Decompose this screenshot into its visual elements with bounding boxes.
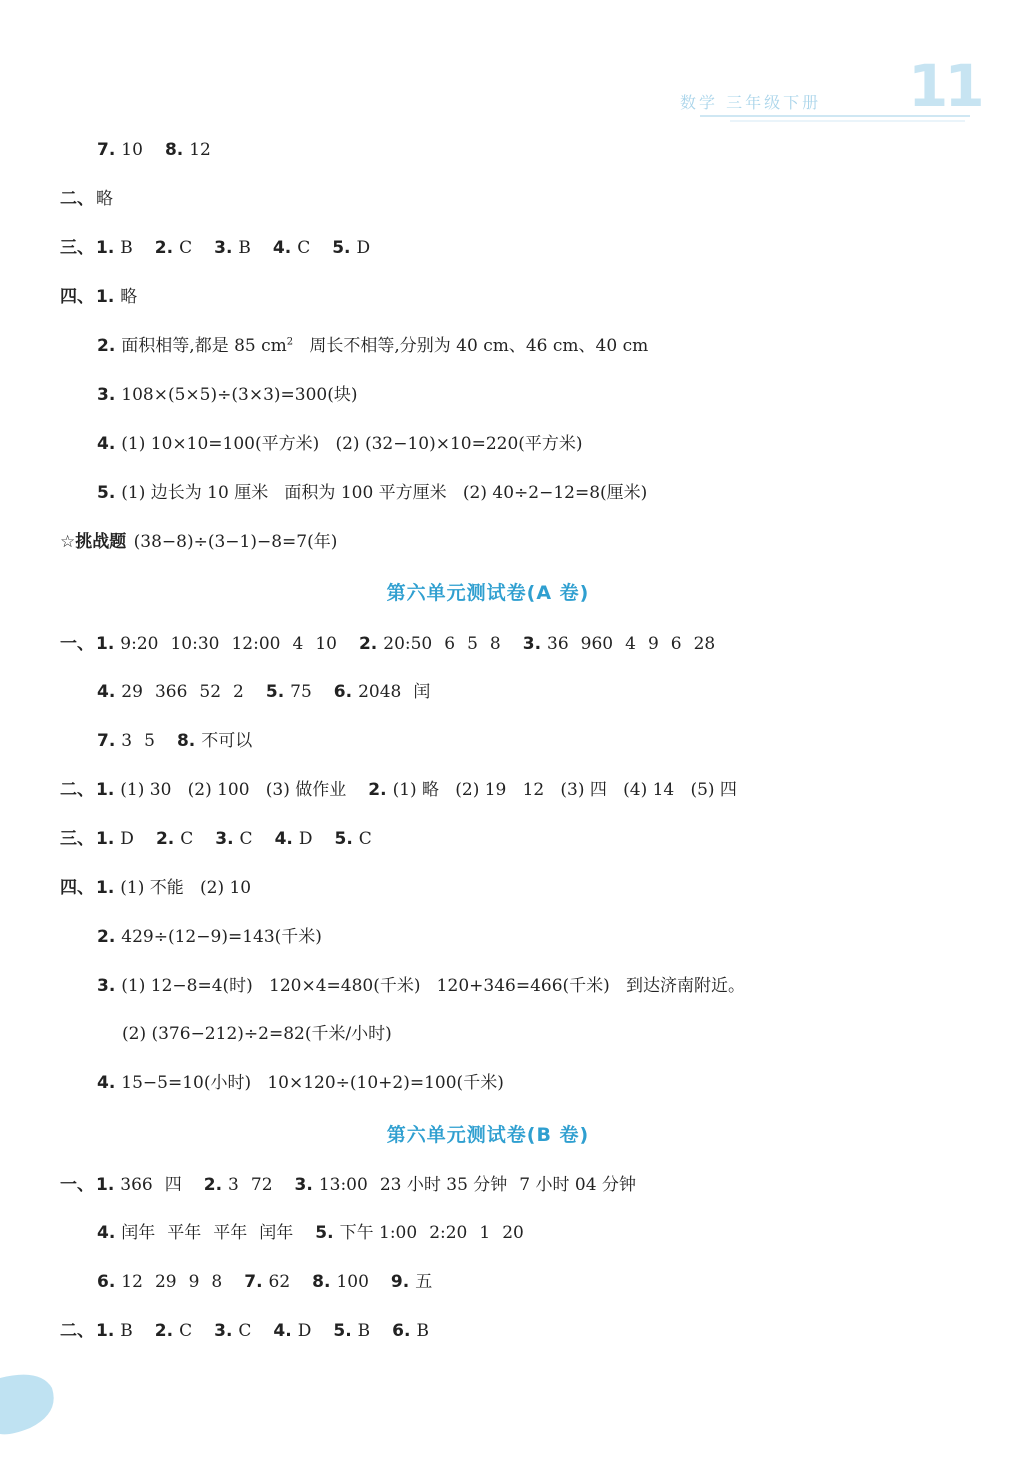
answer-item [155, 236, 192, 260]
section-label: 一、 [60, 1175, 94, 1195]
question-number: 8. [176, 731, 196, 751]
section-label: 二、 [60, 189, 94, 209]
question-number: 5. [265, 682, 285, 702]
answer-text: (1) 30 (2) 100 (3) 做作业 [120, 780, 347, 800]
answer-item [244, 1270, 290, 1294]
answer-item [332, 236, 370, 260]
question-number: 4. [97, 1223, 116, 1243]
answer-value: 闰 [413, 682, 431, 702]
answer-item [295, 1173, 636, 1197]
answer-value: 6 [670, 634, 682, 654]
answer-item [97, 925, 322, 949]
answer-item [96, 827, 134, 851]
question-number: 5. [334, 829, 353, 849]
answer-item [97, 1221, 293, 1245]
answer-line [60, 530, 337, 554]
answer-value: 3 [228, 1175, 239, 1195]
question-number: 6. [333, 682, 353, 702]
answer-text: 不可以 [201, 731, 253, 751]
answer-item [96, 632, 337, 656]
question-number: 1. [96, 1175, 115, 1195]
answer-item [96, 1173, 182, 1197]
answer-value: 8 [211, 1272, 223, 1292]
question-number: 5. [332, 238, 351, 258]
question-number: 2. [154, 1321, 174, 1341]
answer-text: (1) 12−8=4(时) 120×4=480(千米) 120+346=466(千米) 到达济南附近。 [121, 976, 745, 996]
answer-text: 62 [268, 1272, 291, 1292]
answer-text: C [358, 829, 372, 849]
question-number: 3. [214, 1321, 233, 1341]
answer-value: 29 [154, 1272, 177, 1292]
question-number: 5. [315, 1223, 334, 1243]
answer-value: 960 [580, 634, 614, 654]
answer-item [122, 1022, 392, 1046]
answer-item [97, 481, 647, 505]
answer-value: 20 [502, 1223, 524, 1243]
answer-value: 闰年 [259, 1223, 294, 1243]
answer-item [273, 1319, 311, 1343]
answer-item [266, 680, 312, 704]
section-heading: 第六单元测试卷(B 卷) [386, 1124, 590, 1146]
answer-value: 36 [547, 634, 569, 654]
answer-text: 108×(5×5)÷(3×3)=300(块) [121, 385, 358, 405]
answer-value: 平年 [213, 1223, 248, 1243]
answer-value: 20:50 [383, 634, 433, 654]
section-label: 一、 [60, 634, 94, 654]
answer-item [97, 1270, 222, 1294]
answer-item [97, 383, 357, 407]
question-number: 8. [312, 1272, 331, 1292]
answer-item [97, 138, 143, 162]
answer-item [273, 236, 310, 260]
answer-item [523, 632, 716, 656]
answer-text: C [179, 238, 193, 258]
answer-item [391, 1270, 432, 1294]
answer-text: D [298, 829, 313, 849]
question-number: 1. [96, 1321, 115, 1341]
answer-item [335, 827, 372, 851]
answer-item [97, 680, 244, 704]
answer-value: 3 [121, 731, 133, 751]
answer-value: 12:00 [231, 634, 281, 654]
answer-item [155, 1319, 192, 1343]
question-number: 3. [294, 1175, 313, 1195]
answer-item [275, 827, 313, 851]
answer-text: (1) 10×10=100(平方米) (2) (32−10)×10=220(平方米) [121, 434, 583, 454]
answer-line [97, 432, 583, 456]
answer-item [97, 334, 648, 358]
question-number: 3. [97, 385, 116, 405]
answer-text: B [416, 1321, 429, 1341]
answer-value: 5 [144, 731, 155, 751]
answer-line [97, 138, 211, 162]
answer-item [97, 729, 155, 753]
answer-item [156, 827, 193, 851]
answer-value: 4 [292, 634, 304, 654]
answer-text: 75 [290, 682, 312, 702]
answer-item [96, 1319, 133, 1343]
question-number: 2. [97, 336, 116, 356]
question-number: 4. [97, 682, 116, 702]
answer-item [214, 236, 251, 260]
answer-text: C [239, 829, 253, 849]
answer-line [97, 729, 252, 753]
answer-item [97, 432, 583, 456]
question-number: 1. [96, 634, 115, 654]
answer-text: (2) (376−212)÷2=82(千米/小时) [122, 1024, 392, 1044]
answer-item [312, 1270, 369, 1294]
answer-item [96, 285, 137, 309]
section-heading: 第六单元测试卷(A 卷) [386, 582, 590, 604]
page-corner-tab [0, 1368, 60, 1438]
answer-line [60, 285, 137, 309]
question-number: 4. [97, 1073, 116, 1093]
answer-text: 15−5=10(小时) 10×120÷(10+2)=100(千米) [121, 1073, 504, 1093]
answer-value: 下午 1:00 [339, 1223, 418, 1243]
answer-value: 6 [444, 634, 456, 654]
answer-line [97, 974, 745, 998]
answer-text: 略 [96, 189, 113, 209]
answer-item [333, 1319, 370, 1343]
question-number: 7. [97, 140, 116, 160]
answer-text: 略 [120, 287, 138, 307]
question-number: 9. [390, 1272, 410, 1292]
answer-text-tail: 周长不相等,分别为 40 cm、46 cm、40 cm [293, 336, 649, 356]
answer-line [60, 876, 251, 900]
superscript: 2 [286, 336, 294, 348]
answer-line [97, 925, 322, 949]
answer-value: 12 [121, 1272, 143, 1292]
question-number: 1. [96, 287, 115, 307]
answer-value: 23 小时 35 分钟 [379, 1175, 508, 1195]
section-label: 三、 [60, 829, 94, 849]
question-number: 4. [97, 434, 116, 454]
answer-item [368, 778, 737, 802]
answer-value: 四 [164, 1175, 182, 1195]
answer-item [128, 530, 337, 554]
question-number: 5. [97, 483, 116, 503]
answer-line [97, 1270, 432, 1294]
answer-value: 7 小时 04 分钟 [519, 1175, 636, 1195]
question-number: 3. [522, 634, 542, 654]
question-number: 6. [392, 1321, 411, 1341]
section-label: 二、 [60, 780, 94, 800]
answer-line [97, 1071, 504, 1095]
answer-text: 100 [336, 1272, 369, 1292]
header-title: 数学 三年级下册 [680, 93, 822, 112]
answer-item [392, 1319, 429, 1343]
answer-item [334, 680, 431, 704]
answer-item [96, 236, 133, 260]
answer-text: (1) 不能 (2) 10 [120, 878, 252, 898]
answer-line [122, 1022, 392, 1046]
answer-item [97, 974, 745, 998]
answer-value: 9 [647, 634, 659, 654]
answer-text: 10 [121, 140, 143, 160]
answer-line [97, 481, 647, 505]
answer-value: 72 [250, 1175, 273, 1195]
answer-item [96, 876, 251, 900]
answer-text: D [356, 238, 371, 258]
answer-value: 5 [467, 634, 478, 654]
answer-value: 2 [233, 682, 244, 702]
question-number: 1. [96, 878, 115, 898]
section-label: 四、 [60, 878, 94, 898]
answer-item [165, 138, 211, 162]
answer-value: 8 [489, 634, 501, 654]
answer-text: 五 [415, 1272, 433, 1292]
answer-value: 2048 [358, 682, 402, 702]
answer-text: C [297, 238, 311, 258]
answer-value: 9 [188, 1272, 200, 1292]
question-number: 3. [214, 238, 233, 258]
question-number: 3. [215, 829, 234, 849]
answer-item [359, 632, 501, 656]
answer-text: (38−8)÷(3−1)−8=7(年) [128, 532, 338, 552]
question-number: 7. [244, 1272, 263, 1292]
answer-value: 10:30 [170, 634, 220, 654]
answer-text: D [297, 1321, 312, 1341]
answer-text: B [238, 238, 251, 258]
question-number: 2. [97, 927, 116, 947]
answer-item [96, 778, 346, 802]
answer-item [214, 1319, 251, 1343]
answer-item [177, 729, 252, 753]
question-number: 1. [96, 238, 115, 258]
answer-text: 429÷(12−9)=143(千米) [121, 927, 322, 947]
answer-value: 平年 [167, 1223, 202, 1243]
answer-line [60, 778, 737, 802]
answer-text: (1) 边长为 10 厘米 面积为 100 平方厘米 (2) 40÷2−12=8(厘米) [121, 483, 648, 503]
section-label: 四、 [60, 287, 94, 307]
page-number-large: 11 [908, 52, 981, 120]
answer-text: D [120, 829, 134, 849]
question-number: 3. [97, 976, 116, 996]
answer-item [96, 187, 113, 211]
answer-value: 2:20 [429, 1223, 468, 1243]
question-number: 2. [154, 238, 174, 258]
question-number: 5. [333, 1321, 352, 1341]
answer-item [97, 1071, 504, 1095]
answer-line [60, 187, 113, 211]
section-label: 二、 [60, 1321, 94, 1341]
section-label: ☆挑战题 [60, 532, 127, 552]
answer-line [60, 827, 372, 851]
question-number: 1. [96, 780, 115, 800]
answer-text: 12 [189, 140, 211, 160]
answer-text: (1) 略 (2) 19 12 (3) 四 (4) 14 (5) 四 [392, 780, 737, 800]
answer-value: 366 [120, 1175, 153, 1195]
answer-text: B [120, 238, 133, 258]
question-number: 4. [273, 1321, 292, 1341]
answer-value: 52 [199, 682, 222, 702]
answer-text: 面积相等,都是 85 cm [121, 336, 287, 356]
answer-value: 9:20 [120, 634, 159, 654]
answer-line [97, 334, 648, 358]
question-number: 2. [155, 829, 175, 849]
answer-line [60, 1173, 636, 1197]
answer-value: 28 [693, 634, 716, 654]
answer-value: 1 [479, 1223, 491, 1243]
answer-line [97, 1221, 524, 1245]
answer-line [97, 383, 357, 407]
answer-item [215, 827, 252, 851]
answer-line [97, 680, 430, 704]
question-number: 2. [358, 634, 378, 654]
section-label: 三、 [60, 238, 94, 258]
question-number: 4. [274, 829, 293, 849]
question-number: 2. [203, 1175, 223, 1195]
question-number: 8. [164, 140, 184, 160]
answer-item [204, 1173, 273, 1197]
answer-line [60, 236, 370, 260]
answer-value: 13:00 [318, 1175, 368, 1195]
answer-text: B [357, 1321, 371, 1341]
question-number: 2. [368, 780, 387, 800]
answer-text: C [180, 829, 194, 849]
answer-line [60, 632, 715, 656]
answer-value: 29 [121, 682, 143, 702]
answer-text: B [120, 1321, 133, 1341]
answer-value: 10 [315, 634, 337, 654]
answer-text: C [179, 1321, 193, 1341]
answer-value: 366 [154, 682, 188, 702]
question-number: 7. [97, 731, 116, 751]
question-number: 4. [272, 238, 292, 258]
question-number: 1. [96, 829, 115, 849]
question-number: 6. [97, 1272, 116, 1292]
answer-value: 4 [625, 634, 636, 654]
answer-item [315, 1221, 524, 1245]
answer-value: 闰年 [121, 1223, 156, 1243]
answer-text: C [238, 1321, 252, 1341]
answer-line [60, 1319, 429, 1343]
